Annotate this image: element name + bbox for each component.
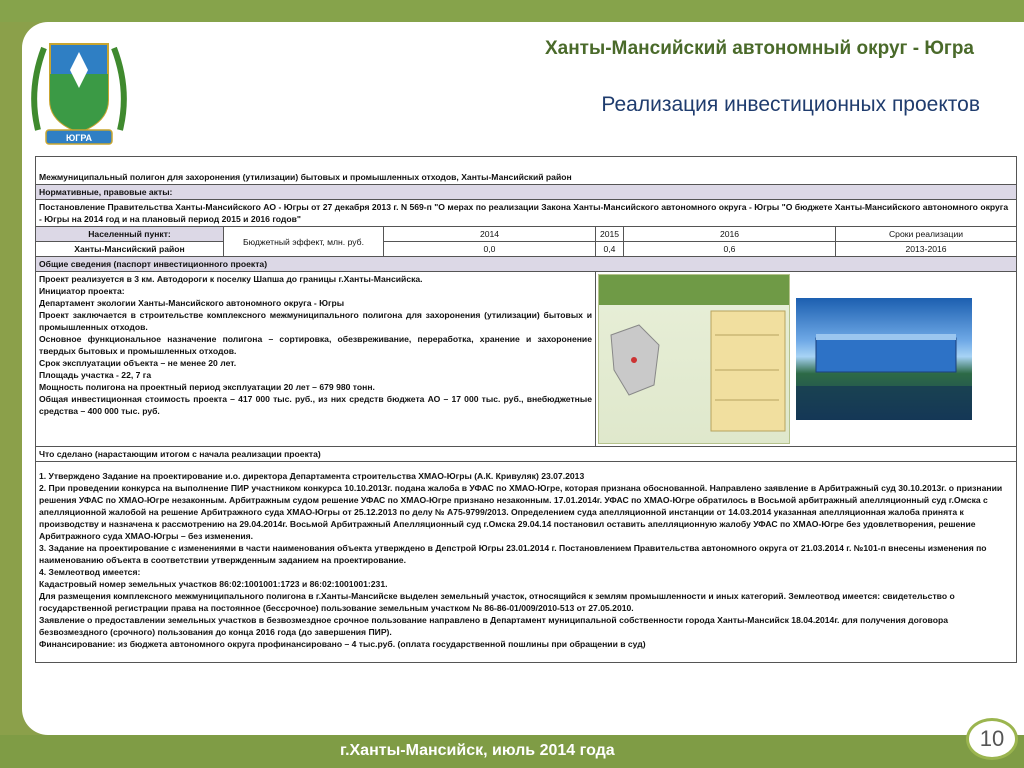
general-line: Срок эксплуатации объекта – не менее 20 лет. <box>39 358 237 368</box>
done-line: Финансирование: из бюджета автономного округа профинансировано – 4 тыс.руб. (оплата государственной пошлины при обращении в суд) <box>39 639 646 649</box>
general-line: Проект заключается в строительстве комплексного межмуниципального полигона для захоронения (утилизации) бытовых и промышленных отходов. <box>39 310 592 332</box>
col-locality: Населенный пункт: <box>36 227 224 242</box>
legal-header: Нормативные, правовые акты: <box>36 185 1017 200</box>
done-details <box>36 462 1017 663</box>
general-line: Инициатор проекта: <box>39 286 125 296</box>
project-name: Межмуниципальный полигон для захоронения (утилизации) бытовых и промышленных отходов, Ханты-Мансийский район <box>36 157 1017 185</box>
project-images <box>596 272 1017 447</box>
page-title: Ханты-Мансийский автономный округ - Югра <box>544 38 974 59</box>
footer-text: г.Ханты-Мансийск, июль 2014 года <box>340 742 615 759</box>
general-line: Проект реализуется в 3 км. Автодороги к поселку Шапша до границы г.Ханты-Мансийска. <box>39 274 423 284</box>
col-2016: 2016 <box>624 227 836 242</box>
value-2016: 0,6 <box>624 242 836 257</box>
locality-value: Ханты-Мансийский район <box>36 242 224 257</box>
done-line: Заявление о предоставлении земельных участков в безвозмездное срочное пользование направлено в Департамент муниципальной собственности города Ханты-Мансийск 18.04.2014г. для получения договора безвозмездного (срочного) пользования до конца 2016 года (до завершения ПИР). <box>39 615 948 637</box>
col-effect: Бюджетный эффект, млн. руб. <box>224 227 384 257</box>
general-header: Общие сведения (паспорт инвестиционного проекта) <box>36 257 1017 272</box>
done-line: Кадастровый номер земельных участков 86:02:1001001:1723 и 86:02:1001001:231. <box>39 579 388 589</box>
legal-text: Постановление Правительства Ханты-Мансийского АО - Югры от 27 декабря 2013 г. N 569-п "О мерах по реализации Закона Ханты-Мансийского автономного округа - Югры "О бюджете Ханты-Мансийского автономного округа - Югры на 2014 год и на плановый период 2015 и 2016 годов" <box>36 200 1017 227</box>
facility-render-image <box>796 298 972 420</box>
col-2014: 2014 <box>384 227 596 242</box>
page-number: 10 <box>966 718 1018 760</box>
done-line: 3. Задание на проектирование с изменениями в части наименования объекта утверждено в Депстрой Югры 23.01.2014 г. Постановлением Правительства автономного округа от 21.03.2014 г. №101-п внесены изменения по наименованию объекта в соответствии утвержденным заданием на проектирование. <box>39 543 987 565</box>
done-line: Для размещения комплексного межмуниципального полигона в г.Ханты-Мансийске выделен земельный участок, относящийся к землям промышленности и иных категорий. Землеотвод имеется: свидетельство о государственной регистрации права на постоянное (бессрочное) пользование земельным участком № 86-86-01/009/2010-513 от 27.05.2010. <box>39 591 955 613</box>
value-2014: 0,0 <box>384 242 596 257</box>
done-line: 4. Землеотвод имеется: <box>39 567 141 577</box>
general-line: Мощность полигона на проектный период эксплуатации 20 лет – 679 980 тонн. <box>39 382 375 392</box>
general-line: Общая инвестиционная стоимость проекта – 417 000 тыс. руб., из них средств бюджета АО – 17 000 тыс. руб., внебюджетные средства – 400 000 тыс. руб. <box>39 394 592 416</box>
done-header: Что сделано (нарастающим итогом с начала реализации проекта) <box>36 447 1017 462</box>
general-line: Площадь участка - 22, 7 га <box>39 370 152 380</box>
top-band <box>0 0 1024 22</box>
general-info <box>36 272 596 447</box>
project-table <box>35 156 1017 663</box>
emblem-label: ЮГРА <box>65 133 93 143</box>
col-terms: Сроки реализации <box>836 227 1017 242</box>
value-2015: 0,4 <box>596 242 624 257</box>
terms-value: 2013-2016 <box>836 242 1017 257</box>
page-subtitle: Реализация инвестиционных проектов <box>601 93 980 116</box>
coat-of-arms-icon <box>26 30 132 150</box>
general-line: Департамент экологии Ханты-Мансийского автономного округа - Югры <box>39 298 345 308</box>
col-2015: 2015 <box>596 227 624 242</box>
site-map-image <box>598 274 790 444</box>
done-line: 2. При проведении конкурса на выполнение ПИР участником конкурса 10.10.2013г. подана жалоба в УФАС по ХМАО-Югре, которая признана обоснованной. Направлено заявление в Арбитражный суд 30.10.2013г. о признании решения УФАС по ХМАО-Югре незаконным. Арбитражным судом решение УФАС по ХМАО-Югре признано незаконным. 17.01.2014г. УФАС по ХМАО-Югре обратилось в Восьмой арбитражный апелляционный суд г.Омска с апелляционной жалобой на решение Арбитражного суда ХМАО-Югры от 25.12.2013 по делу № А75-9799/2013. Определением суда апелляционной инстанции от 14.03.2014 указанная апелляционная жалоба принята к производству и назначена к рассмотрению на 29.04.2014г. Восьмой Арбитражный Апелляционный суд г.Омска 29.04.14 постановил оставить апелляционную жалобу УФАС по ХМАО-Югре без удовлетворения, решение Арбитражного суда ХМАО-Югры – без изменения. <box>39 483 1003 541</box>
done-line: 1. Утверждено Задание на проектирование и.о. директора Департамента строительства ХМАО-Югры (А.К. Кривуляк) 23.07.2013 <box>39 471 585 481</box>
general-line: Основное функциональное назначение полигона – сортировка, обезвреживание, переработка, хранение и захоронение твердых бытовых и промышленных отходов. <box>39 334 592 356</box>
